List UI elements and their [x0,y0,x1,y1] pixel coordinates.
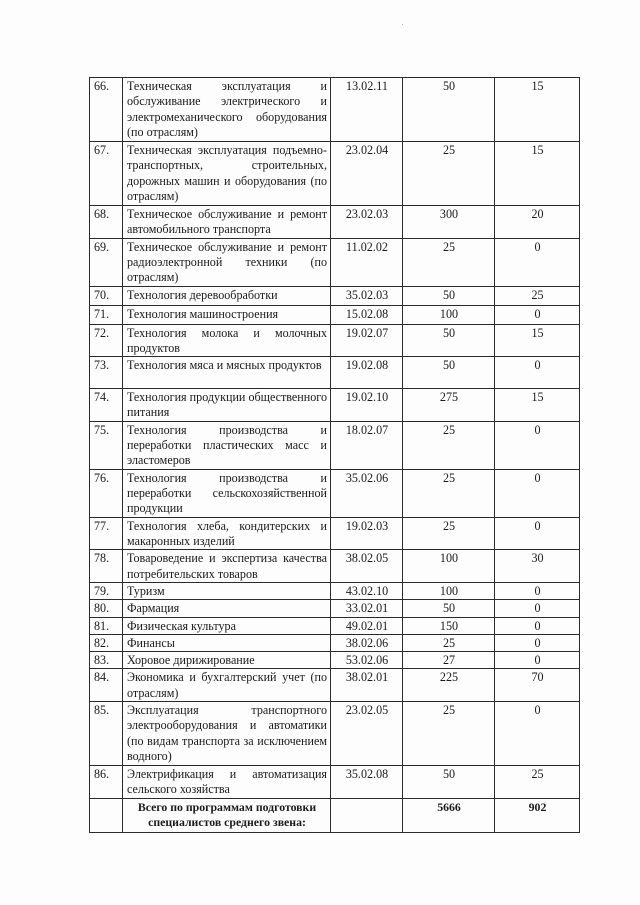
value-total: 50 [403,357,495,389]
table-row [90,78,580,142]
value-second: 20 [495,206,580,239]
table-row [90,517,580,550]
specialty-code: 53.02.06 [331,652,403,669]
row-number: 79. [90,582,123,599]
value-total: 225 [403,669,495,702]
specialty-name: Технология продукции общественного питания [123,389,331,422]
table-row [90,617,580,634]
value-total: 100 [403,305,495,324]
row-number: 77. [90,517,123,550]
row-number: 71. [90,305,123,324]
value-second: 25 [495,766,580,799]
specialty-name: Техническая эксплуатация и обслуживание электрического и электромеханического оборудования (по отраслям) [123,78,331,142]
specialty-code: 49.02.01 [331,617,403,634]
row-number: 83. [90,652,123,669]
specialty-name: Туризм [123,582,331,599]
specialty-name: Фармация [123,600,331,617]
value-total: 150 [403,617,495,634]
value-total: 50 [403,324,495,357]
value-second: 0 [495,238,580,286]
row-number: 82. [90,634,123,651]
specialty-name: Экономика и бухгалтерский учет (по отраслям) [123,669,331,702]
value-total: 25 [403,517,495,550]
row-number: 75. [90,421,123,469]
value-total: 25 [403,469,495,517]
row-number: 72. [90,324,123,357]
total-value-1: 5666 [403,798,495,832]
specialty-name: Хоровое дирижирование [123,652,331,669]
total-blank [90,798,123,832]
value-total: 300 [403,206,495,239]
value-total: 50 [403,600,495,617]
value-second: 0 [495,600,580,617]
table-row [90,766,580,799]
value-total: 25 [403,142,495,206]
table-row [90,206,580,239]
value-second: 0 [495,357,580,389]
row-number: 68. [90,206,123,239]
specialty-code: 23.02.03 [331,206,403,239]
table-row [90,421,580,469]
row-number: 70. [90,286,123,305]
table-row [90,634,580,651]
specialty-code: 11.02.02 [331,238,403,286]
value-total: 100 [403,582,495,599]
table-row [90,550,580,583]
value-total: 25 [403,238,495,286]
value-second: 25 [495,286,580,305]
row-number: 84. [90,669,123,702]
specialty-name: Техническое обслуживание и ремонт радиоэлектронной техники (по отраслям) [123,238,331,286]
specialty-code: 19.02.08 [331,357,403,389]
table-row [90,600,580,617]
row-number: 76. [90,469,123,517]
value-second: 0 [495,305,580,324]
value-second: 0 [495,652,580,669]
table-row [90,582,580,599]
specialty-code: 33.02.01 [331,600,403,617]
specialty-code: 23.02.04 [331,142,403,206]
value-total: 50 [403,286,495,305]
table-row [90,389,580,422]
specialty-code: 19.02.10 [331,389,403,422]
value-second: 0 [495,702,580,766]
value-total: 275 [403,389,495,422]
specialty-name: Физическая культура [123,617,331,634]
scan-speck [402,24,403,25]
row-number: 67. [90,142,123,206]
specialty-code: 15.02.08 [331,305,403,324]
specialty-name: Эксплуатация транспортного электрооборудования и автоматики (по видам транспорта за исключением водного) [123,702,331,766]
value-second: 0 [495,582,580,599]
value-second: 70 [495,669,580,702]
value-second: 0 [495,517,580,550]
specialty-code: 38.02.05 [331,550,403,583]
row-number: 80. [90,600,123,617]
specialty-name: Технология молока и молочных продуктов [123,324,331,357]
specialty-code: 19.02.03 [331,517,403,550]
specialty-code: 23.02.05 [331,702,403,766]
table-row [90,238,580,286]
specialty-name: Технология деревообработки [123,286,331,305]
value-second: 30 [495,550,580,583]
value-second: 0 [495,469,580,517]
specialty-name: Технология производства и переработки пластических масс и эластомеров [123,421,331,469]
row-number: 66. [90,78,123,142]
value-second: 0 [495,634,580,651]
row-number: 69. [90,238,123,286]
row-number: 78. [90,550,123,583]
value-second: 0 [495,421,580,469]
specialty-name: Электрификация и автоматизация сельского хозяйства [123,766,331,799]
value-total: 27 [403,652,495,669]
table-row [90,469,580,517]
table-row [90,286,580,305]
value-second: 15 [495,324,580,357]
value-second: 15 [495,142,580,206]
table-row [90,652,580,669]
specialty-name: Техническая эксплуатация подъемно-транспортных, строительных, дорожных машин и оборудования (по отраслям) [123,142,331,206]
row-number: 73. [90,357,123,389]
specialty-code: 38.02.06 [331,634,403,651]
specialty-name: Техническое обслуживание и ремонт автомобильного транспорта [123,206,331,239]
specialties-table [89,77,580,833]
specialty-code: 13.02.11 [331,78,403,142]
total-row [90,798,580,832]
value-total: 100 [403,550,495,583]
specialty-name: Финансы [123,634,331,651]
table-row [90,324,580,357]
table-row [90,702,580,766]
table-row [90,357,580,389]
table-row [90,305,580,324]
table-body [90,78,580,833]
specialty-name: Технология мяса и мясных продуктов [123,357,331,389]
value-second: 15 [495,78,580,142]
value-total: 25 [403,702,495,766]
specialty-name: Технология хлеба, кондитерских и макаронных изделий [123,517,331,550]
specialty-code: 35.02.06 [331,469,403,517]
specialty-name: Технология производства и переработки сельскохозяйственной продукции [123,469,331,517]
value-total: 25 [403,421,495,469]
row-number: 81. [90,617,123,634]
total-value-2: 902 [495,798,580,832]
table-row [90,142,580,206]
specialty-code: 19.02.07 [331,324,403,357]
value-total: 50 [403,78,495,142]
specialty-code: 38.02.01 [331,669,403,702]
value-second: 15 [495,389,580,422]
value-second: 0 [495,617,580,634]
row-number: 86. [90,766,123,799]
specialty-code: 18.02.07 [331,421,403,469]
total-label: Всего по программам подготовки специалистов среднего звена: [123,798,331,832]
value-total: 50 [403,766,495,799]
specialty-code: 35.02.03 [331,286,403,305]
table-row [90,669,580,702]
total-code-blank [331,798,403,832]
value-total: 25 [403,634,495,651]
specialty-code: 35.02.08 [331,766,403,799]
row-number: 85. [90,702,123,766]
specialty-name: Товароведение и экспертиза качества потребительских товаров [123,550,331,583]
row-number: 74. [90,389,123,422]
specialty-code: 43.02.10 [331,582,403,599]
specialty-name: Технология машиностроения [123,305,331,324]
